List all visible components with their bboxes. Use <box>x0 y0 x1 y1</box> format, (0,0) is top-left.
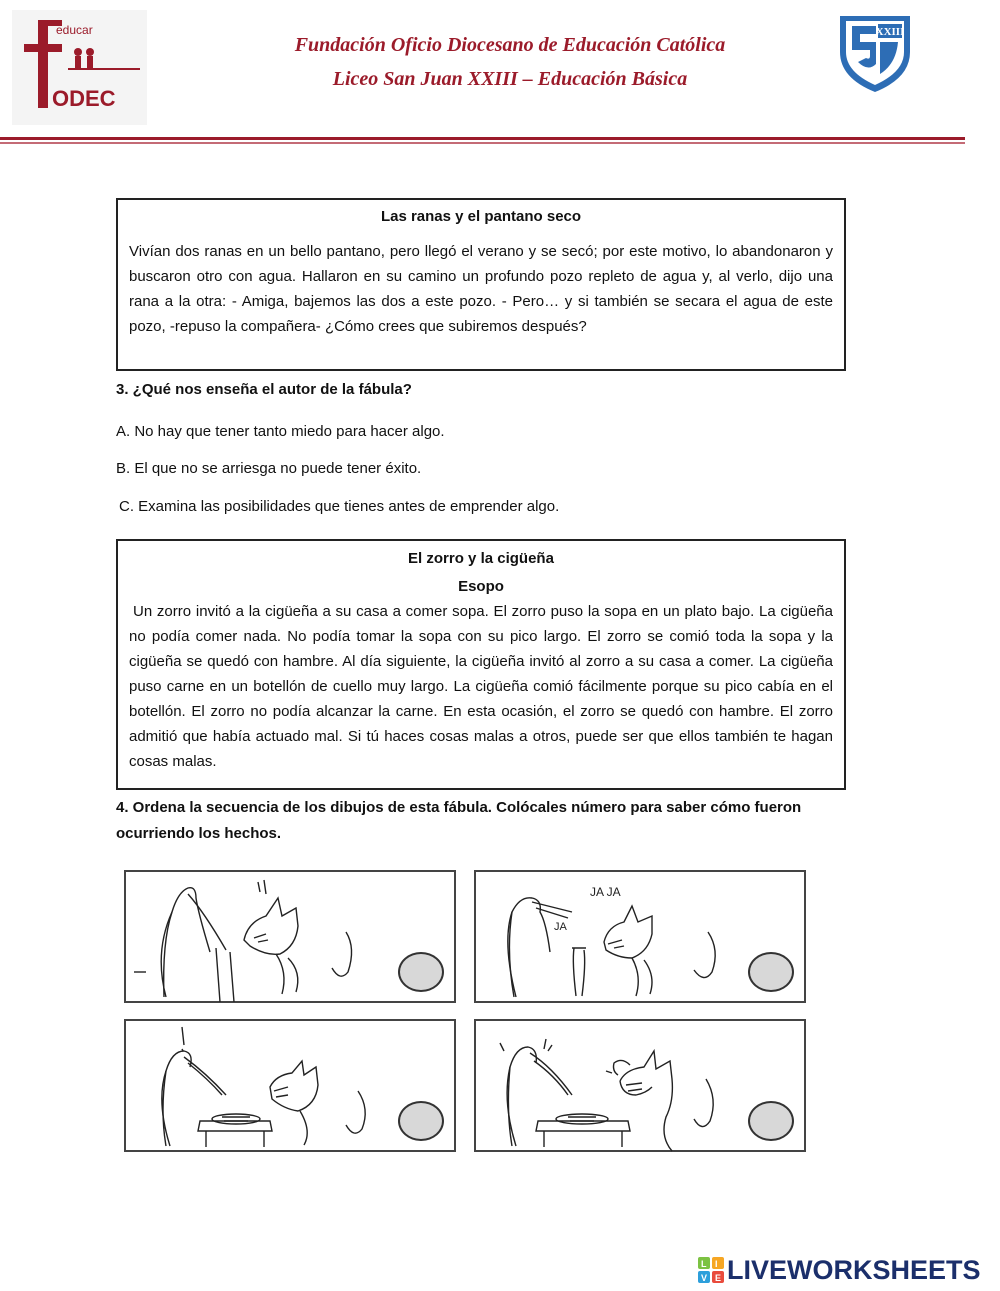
liveworksheets-wordmark: LIVEWORKSHEETS <box>727 1254 981 1285</box>
header-foundation-name: Fundación Oficio Diocesano de Educación Católica <box>294 34 726 56</box>
picture-panel-2 <box>474 870 806 1003</box>
liveworksheets-brand <box>698 1255 981 1285</box>
fable-zorro-title: El zorro y la cigüeña <box>408 550 554 567</box>
shield-text: XXIII <box>875 26 905 38</box>
order-answer-3[interactable] <box>398 1101 444 1141</box>
question-3-option-c[interactable]: C. Examina las posibilidades que tienes antes de emprender algo. <box>119 498 560 515</box>
liveworksheets-icon <box>698 1257 724 1283</box>
question-3-option-a[interactable]: A. No hay que tener tanto miedo para hacer algo. <box>116 423 445 440</box>
picture-panel-3 <box>124 1019 456 1152</box>
school-shield-logo <box>836 12 914 94</box>
logo-odec-text: ODEC <box>52 86 116 111</box>
svg-text:L: L <box>701 1259 707 1269</box>
header-divider <box>0 137 965 140</box>
picture-panel-1 <box>124 870 456 1003</box>
picture-panel-4 <box>474 1019 806 1152</box>
fable-zorro-text: Un zorro invitó a la cigüeña a su casa a comer sopa. El zorro puso la sopa en un plato bajo. La cigüeña no podía comer nada. No podía tomar la sopa con su pico largo. El zorro se comió toda la sopa y la cigüeña se quedó con hambre. Al día siguiente, la cigüeña invitó al zorro a su casa a comer. La cigüeña puso carne en un botellón de cuello muy largo. La cigüeña comió fácilmente porque su pico cabía en el botellón. El zorro no podía alcanzar la carne. En esta ocasión, el zorro se quedó con hambre. El zorro admitió que había actuado mal. Si tú haces cosas malas a otros, puede ser que ellos también te hagan cosas malas. <box>129 603 833 770</box>
order-answer-1[interactable] <box>398 952 444 992</box>
header-school-name: Liceo San Juan XXIII – Educación Básica <box>332 68 688 90</box>
question-3-option-b[interactable]: B. El que no se arriesga no puede tener éxito. <box>116 460 422 477</box>
header-divider-secondary <box>0 142 965 144</box>
fable-ranas-title: Las ranas y el pantano seco <box>380 208 582 225</box>
svg-text:I: I <box>715 1259 718 1269</box>
order-answer-2[interactable] <box>748 952 794 992</box>
order-answer-4[interactable] <box>748 1101 794 1141</box>
laugh-small-text: JA <box>554 921 567 933</box>
fable-zorro-box <box>116 539 846 790</box>
laugh-text: JA JA <box>590 885 621 899</box>
svg-text:E: E <box>715 1273 722 1283</box>
question-4-line-1: 4. Ordena la secuencia de los dibujos de esta fábula. Colócales número para saber cómo fueron <box>116 799 802 816</box>
question-3: 3. ¿Qué nos enseña el autor de la fábula? <box>116 381 412 398</box>
odec-logo <box>12 10 147 125</box>
question-4-line-2: ocurriendo los hechos. <box>116 825 282 842</box>
svg-text:V: V <box>701 1273 708 1283</box>
fable-ranas-text: Vivían dos ranas en un bello pantano, pero llegó el verano y se secó; por este motivo, lo abandonaron y buscaron otro con agua. Hallaron en su camino un profundo pozo repleto de agua y, al verlo, dijo una rana a la otra: - Amiga, bajemos las dos a este pozo. - Pero… y si también se secara el agua de este pozo, -repuso la compañera- ¿Cómo crees que subiremos después? <box>129 243 833 335</box>
fable-zorro-author: Esopo <box>458 578 504 595</box>
logo-educar-text: educar <box>56 23 93 37</box>
fable-ranas-box <box>116 198 846 371</box>
